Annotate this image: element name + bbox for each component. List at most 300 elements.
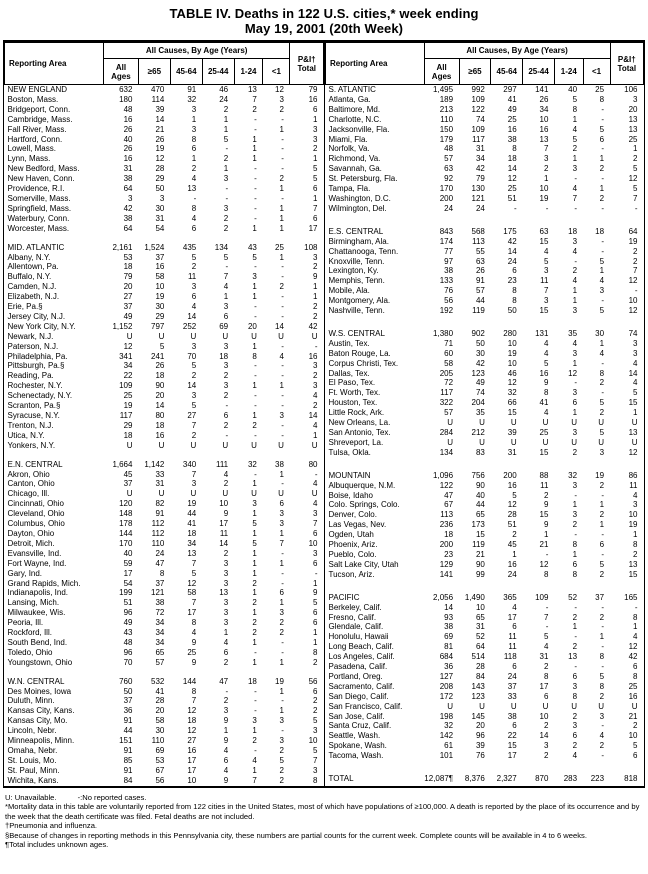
value-cell: 4	[223, 282, 229, 292]
value-cell: 123	[471, 691, 485, 701]
value-cell: 19	[155, 144, 165, 154]
footnote-section: §Because of changes in reporting methods in this Pennsylvania city, these numbers are partial counts for the current week. Complete counts will be available in 4 to 6 weeks.	[5, 830, 587, 840]
reporting-area-cell: Allentown, Pa.	[7, 262, 59, 272]
value-cell: 17	[187, 755, 197, 765]
reporting-area-cell: Portland, Oreg.	[328, 671, 383, 681]
region-row	[5, 677, 324, 687]
value-cell: 8,376	[464, 774, 485, 784]
reporting-area-cell: Dayton, Ohio	[7, 528, 55, 538]
city-row	[326, 438, 644, 448]
value-cell: U	[251, 440, 257, 450]
reporting-area-cell: Youngstown, Ohio	[7, 657, 73, 667]
value-cell: 8	[544, 388, 549, 398]
value-cell: 44	[123, 726, 133, 736]
value-cell: 25	[595, 85, 605, 94]
value-cell: 6	[313, 184, 318, 194]
value-cell: 10	[187, 775, 197, 785]
left-panel	[4, 42, 324, 786]
right-panel	[324, 42, 644, 786]
reporting-area-cell: Lowell, Mass.	[7, 144, 56, 154]
value-cell: 902	[471, 328, 485, 338]
city-row	[5, 401, 324, 411]
value-cell: 5	[252, 252, 257, 262]
region-row	[326, 329, 644, 339]
value-cell: 3	[313, 134, 318, 144]
value-cell: 6	[512, 622, 517, 632]
value-cell: -	[601, 549, 605, 559]
value-cell: -	[281, 154, 284, 164]
value-cell: 1	[544, 174, 549, 184]
value-cell: 532	[151, 676, 165, 686]
value-cell: 8	[159, 568, 165, 578]
city-row	[326, 731, 644, 741]
value-cell: -	[281, 292, 284, 302]
value-cell: 15	[628, 569, 638, 579]
pi-total-header	[290, 43, 324, 85]
city-row	[326, 530, 644, 540]
value-cell: 91	[155, 509, 165, 519]
value-cell: -	[601, 144, 605, 154]
value-cell: 4	[313, 391, 318, 401]
total-row	[326, 774, 644, 784]
value-cell: 80	[155, 411, 165, 420]
value-cell: 3	[223, 174, 229, 184]
value-cell: -	[601, 174, 605, 184]
value-cell: 8	[512, 296, 517, 306]
reporting-area-cell: TOTAL	[328, 774, 354, 784]
value-cell: 3	[191, 391, 197, 401]
value-cell: -	[254, 746, 257, 755]
value-cell: 25	[539, 428, 549, 437]
value-cell: 12	[628, 276, 638, 286]
value-cell: -	[281, 401, 284, 411]
city-row	[326, 296, 644, 306]
value-cell: 44	[475, 500, 485, 510]
col-header-45-64: 45-64	[170, 59, 202, 85]
value-cell: 10	[539, 711, 549, 721]
value-cell: -	[281, 371, 284, 381]
value-cell: 199	[119, 588, 133, 598]
value-cell: 30	[155, 203, 165, 213]
city-row	[5, 164, 324, 174]
value-cell: 1	[572, 286, 578, 296]
value-cell: 74	[628, 328, 638, 338]
value-cell: 5	[572, 94, 578, 104]
value-cell: 81	[444, 642, 454, 652]
reporting-area-cell: Baton Rouge, La.	[328, 348, 391, 358]
reporting-area-cell: Cambridge, Mass.	[7, 114, 73, 124]
value-cell: 91	[187, 85, 197, 94]
value-cell: 7	[191, 558, 197, 568]
value-cell: 108	[304, 242, 318, 252]
value-cell: 74	[475, 388, 485, 398]
value-cell: 34	[155, 618, 165, 628]
value-cell: 144	[182, 676, 197, 686]
value-cell: 2,056	[433, 592, 454, 602]
value-cell: 53	[155, 755, 165, 765]
value-cell: 1	[252, 765, 257, 775]
city-row	[5, 441, 324, 451]
reporting-area-cell: Chattanooga, Tenn.	[328, 246, 399, 256]
value-cell: 1	[223, 164, 229, 174]
value-cell: 16	[308, 351, 318, 361]
city-row	[326, 550, 644, 560]
value-cell: 40	[123, 548, 133, 558]
value-cell: 91	[123, 765, 133, 775]
city-row	[326, 174, 644, 184]
value-cell: -	[601, 622, 605, 632]
value-cell: 3	[313, 361, 318, 371]
value-cell: 2	[599, 378, 605, 388]
value-cell: -	[634, 203, 638, 213]
value-cell: 19	[155, 292, 165, 302]
value-cell: 4	[191, 213, 197, 223]
city-row	[326, 378, 644, 388]
value-cell: 49	[123, 311, 133, 321]
reporting-area-cell: Lansing, Mich.	[7, 598, 60, 608]
value-cell: -	[281, 193, 284, 203]
value-cell: 26	[539, 94, 549, 104]
value-cell: 51	[123, 598, 133, 608]
value-cell: 2	[252, 420, 257, 430]
value-cell: 59	[123, 558, 133, 568]
value-cell: -	[254, 647, 257, 657]
value-cell: -	[254, 302, 257, 312]
value-cell: 5	[191, 252, 197, 262]
value-cell: -	[314, 469, 318, 479]
value-cell: 30	[595, 328, 605, 338]
value-cell: 110	[440, 114, 454, 124]
footnote-dagger: †Pneumonia and influenza.	[5, 821, 98, 831]
value-cell: 1	[252, 134, 257, 144]
value-cell: -	[281, 568, 284, 578]
value-cell: -	[281, 637, 284, 647]
value-cell: 109	[535, 592, 549, 602]
value-cell: 200	[503, 470, 517, 480]
value-cell: 84	[123, 775, 133, 785]
reporting-area-cell: San Francisco, Calif.	[328, 701, 403, 711]
value-cell: 6	[599, 134, 605, 144]
city-row	[5, 352, 324, 362]
value-cell: 32	[247, 459, 257, 469]
city-row	[326, 481, 644, 491]
value-cell: U	[571, 437, 578, 447]
value-cell: 72	[444, 378, 454, 388]
value-cell: 32	[187, 94, 197, 104]
city-row	[5, 184, 324, 194]
value-cell: 2	[279, 775, 284, 785]
value-cell: 6	[223, 647, 229, 657]
value-cell: 1	[279, 657, 284, 667]
value-cell: 1	[279, 706, 284, 716]
value-cell: 79	[308, 85, 318, 94]
value-cell: 172	[439, 691, 454, 701]
value-cell: U	[571, 418, 578, 428]
reporting-area-cell: New Orleans, La.	[328, 418, 391, 428]
value-cell: 5	[544, 358, 549, 368]
value-cell: 23	[507, 276, 517, 286]
value-cell: 1	[313, 637, 318, 647]
value-cell: -	[281, 144, 284, 154]
value-cell: 38	[444, 266, 454, 276]
value-cell: 5	[223, 252, 229, 262]
value-cell: 322	[439, 398, 454, 408]
value-cell: 1	[279, 598, 284, 608]
spacer-row	[326, 580, 644, 593]
value-cell: 47	[444, 490, 454, 500]
city-row	[5, 224, 324, 234]
value-cell: U	[222, 440, 229, 450]
value-cell: U	[598, 418, 605, 428]
value-cell: 1	[252, 479, 257, 489]
value-cell: 1,524	[144, 242, 165, 252]
value-cell: -	[574, 602, 578, 612]
value-cell: 11	[629, 480, 638, 490]
reporting-area-cell: Buffalo, N.Y.	[7, 272, 52, 282]
value-cell: -	[574, 256, 578, 266]
value-cell: 9	[191, 657, 197, 667]
value-cell: 2	[313, 144, 318, 154]
city-row	[5, 272, 324, 282]
value-cell: 5	[191, 361, 197, 371]
value-cell: 2	[223, 213, 229, 223]
value-cell: 2	[223, 391, 229, 401]
city-row	[5, 549, 324, 559]
value-cell: U	[510, 701, 517, 711]
value-cell: 16	[187, 746, 197, 755]
value-cell: 3	[599, 447, 605, 457]
city-row	[5, 312, 324, 322]
value-cell: 8	[633, 671, 638, 681]
spacer-cell	[326, 580, 644, 593]
value-cell: 1	[633, 622, 638, 632]
value-cell: 1,152	[112, 321, 133, 331]
city-row	[5, 658, 324, 668]
value-cell: 6	[191, 223, 197, 233]
reporting-area-cell: MID. ATLANTIC	[7, 242, 65, 252]
value-cell: 2	[223, 223, 229, 233]
value-cell: 141	[439, 569, 454, 579]
value-cell: 9	[223, 716, 229, 726]
right-table-body	[326, 85, 644, 785]
value-cell: 4	[572, 751, 578, 761]
value-cell: 2	[544, 662, 549, 672]
value-cell: 4	[599, 276, 605, 286]
reporting-area-cell: Corpus Christi, Tex.	[328, 358, 399, 368]
pi-total-header	[610, 43, 643, 85]
value-cell: 20	[247, 321, 257, 331]
value-cell: 2	[633, 154, 638, 164]
value-cell: 1	[279, 223, 284, 233]
value-cell: 42	[475, 358, 485, 368]
value-cell: 13	[219, 588, 229, 598]
value-cell: 870	[535, 774, 549, 784]
value-cell: 1	[223, 628, 229, 638]
value-cell: 1	[599, 632, 605, 642]
value-cell: 18	[595, 226, 605, 236]
value-cell: -	[545, 602, 549, 612]
value-cell: 1	[279, 381, 284, 391]
value-cell: 1,380	[433, 328, 454, 338]
value-cell: 4	[313, 420, 318, 430]
reporting-area-cell: Tampa, Fla.	[328, 184, 371, 194]
value-cell: 58	[444, 358, 454, 368]
value-cell: -	[601, 236, 605, 246]
value-cell: 13	[247, 85, 257, 94]
value-cell: 1	[252, 588, 257, 598]
value-cell: 1	[252, 657, 257, 667]
value-cell: 69	[219, 321, 229, 331]
value-cell: 35	[475, 408, 485, 418]
value-cell: 843	[439, 226, 454, 236]
value-cell: 24	[444, 203, 454, 213]
value-cell: 47	[219, 676, 229, 686]
value-cell: 2	[572, 447, 578, 457]
value-cell: 756	[471, 470, 485, 480]
reporting-area-cell: W.N. CENTRAL	[7, 676, 65, 686]
value-cell: 3	[223, 302, 229, 312]
value-cell: 3	[128, 193, 133, 203]
value-cell: -	[545, 203, 549, 213]
value-cell: U	[631, 418, 638, 428]
city-row	[5, 302, 324, 312]
value-cell: 22	[507, 731, 517, 741]
value-cell: 10	[308, 538, 318, 548]
value-cell: -	[314, 341, 318, 351]
value-cell: 70	[187, 351, 197, 361]
reporting-area-cell: Duluth, Minn.	[7, 696, 55, 706]
city-row	[326, 570, 644, 580]
reporting-area-cell: Wilmington, Del.	[328, 203, 387, 213]
value-cell: 109	[471, 124, 485, 134]
value-cell: 3	[572, 388, 578, 398]
value-cell: 90	[475, 480, 485, 490]
city-row	[5, 706, 324, 716]
value-cell: 34	[123, 361, 133, 371]
value-cell: 2	[191, 371, 197, 381]
city-row	[326, 144, 644, 154]
value-cell: 25	[187, 647, 197, 657]
value-cell: 26	[123, 144, 133, 154]
value-cell: 34	[475, 154, 485, 164]
value-cell: 143	[471, 681, 485, 691]
value-cell: 1	[252, 637, 257, 647]
value-cell: 7	[191, 696, 197, 706]
value-cell: 18	[444, 530, 454, 540]
reporting-area-cell: South Bend, Ind.	[7, 637, 68, 647]
value-cell: 2	[572, 612, 578, 622]
value-cell: 1	[313, 292, 318, 302]
value-cell: -	[254, 203, 257, 213]
value-cell: 1	[279, 252, 284, 262]
value-cell: U	[510, 418, 517, 428]
value-cell: 3	[313, 548, 318, 558]
value-cell: 58	[187, 588, 197, 598]
city-row	[5, 262, 324, 272]
value-cell: U	[311, 489, 318, 499]
value-cell: 27	[187, 411, 197, 420]
value-cell: U	[447, 418, 454, 428]
value-cell: 3	[252, 272, 257, 282]
reporting-area-cell: Newark, N.J.	[7, 331, 54, 341]
reporting-area-cell: Spokane, Wash.	[328, 741, 387, 751]
value-cell: 8	[313, 775, 318, 785]
value-cell: 1	[599, 184, 605, 194]
value-cell: 131	[535, 328, 549, 338]
reporting-area-cell: Utica, N.Y.	[7, 430, 45, 440]
value-cell: 8	[191, 686, 197, 696]
value-cell: 129	[439, 559, 454, 569]
value-cell: 4	[512, 602, 517, 612]
reporting-area-cell: MOUNTAIN	[328, 470, 371, 480]
reporting-area-cell: Providence, R.I.	[7, 184, 65, 194]
value-cell: 79	[123, 272, 133, 282]
value-cell: 11	[187, 272, 197, 282]
value-cell: 19	[595, 470, 605, 480]
value-cell: 38	[444, 622, 454, 632]
city-row	[326, 448, 644, 458]
value-cell: 32	[444, 721, 454, 731]
value-cell: 2	[313, 311, 318, 321]
value-cell: 5	[599, 671, 605, 681]
value-cell: 67	[444, 500, 454, 510]
spacer-row	[5, 668, 324, 677]
table-title-line1: TABLE IV. Deaths in 122 U.S. cities,* week ending	[169, 6, 479, 21]
value-cell: -	[634, 286, 638, 296]
value-cell: 110	[151, 538, 165, 548]
value-cell: 3	[544, 296, 549, 306]
city-row	[326, 682, 644, 692]
value-cell: 42	[628, 652, 638, 662]
value-cell: 91	[123, 746, 133, 755]
col-header-65plus: ≥65	[138, 59, 170, 85]
value-cell: U	[126, 489, 133, 499]
reporting-area-cell: Mobile, Ala.	[328, 286, 370, 296]
value-cell: -	[281, 114, 284, 124]
value-cell: 25	[507, 184, 517, 194]
city-row	[5, 253, 324, 263]
value-cell: 8	[191, 134, 197, 144]
city-row	[5, 539, 324, 549]
value-cell: 2	[252, 618, 257, 628]
city-row	[326, 257, 644, 267]
reporting-area-cell: Springfield, Mass.	[7, 203, 72, 213]
value-cell: 12	[123, 341, 133, 351]
value-cell: 17	[507, 612, 517, 622]
value-cell: 19	[187, 499, 197, 509]
reporting-area-cell: Ft. Worth, Tex.	[328, 388, 381, 398]
value-cell: 10	[539, 184, 549, 194]
value-cell: 1	[599, 500, 605, 510]
value-cell: 16	[123, 154, 133, 164]
city-row	[5, 746, 324, 756]
value-cell: 2	[279, 282, 284, 292]
city-row	[326, 266, 644, 276]
value-cell: 241	[151, 351, 165, 361]
city-row	[5, 194, 324, 204]
reporting-area-cell: Philadelphia, Pa.	[7, 351, 68, 361]
value-cell: 12	[187, 726, 197, 736]
reporting-area-cell: Fort Wayne, Ind.	[7, 558, 67, 568]
value-cell: 17	[539, 681, 549, 691]
value-cell: 13	[539, 134, 549, 144]
value-cell: 14	[275, 321, 284, 331]
value-cell: -	[574, 203, 578, 213]
city-row	[5, 766, 324, 776]
value-cell: 2	[633, 721, 638, 731]
value-cell: 1	[572, 622, 578, 632]
value-cell: 3	[191, 479, 197, 489]
